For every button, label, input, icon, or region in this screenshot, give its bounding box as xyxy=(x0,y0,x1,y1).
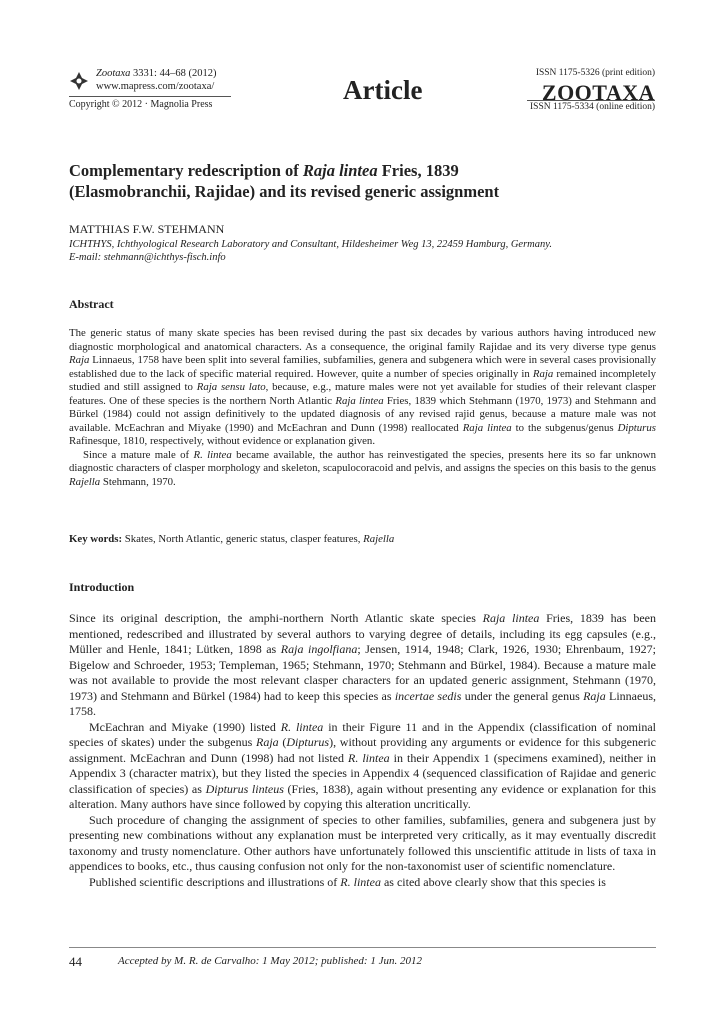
journal-name: Zootaxa xyxy=(96,68,131,79)
title-line2: (Elasmobranchii, Rajidae) and its revised generic assignment xyxy=(69,182,500,201)
text-run: McEachran and Miyake (1990) listed xyxy=(89,719,281,734)
italic-term: R. lintea xyxy=(348,750,390,765)
italic-term: incertae sedis xyxy=(394,688,462,703)
copyright: Copyright © 2012 · Magnolia Press xyxy=(69,99,213,110)
title-part: Complementary redescription of xyxy=(69,161,303,180)
zootaxa-logo-text: ZOOTAXA xyxy=(541,80,655,105)
footer-divider xyxy=(69,947,656,948)
article-label: Article xyxy=(343,75,423,105)
text-run: remained incompletely studied and still assigned to xyxy=(69,367,656,393)
page-number: 44 xyxy=(69,954,82,969)
introduction-paragraph xyxy=(69,813,656,875)
text-run: Stehmann, 1970. xyxy=(100,475,176,488)
volume-pages: 3331: 44–68 (2012) xyxy=(130,68,217,79)
introduction-paragraph xyxy=(69,720,656,813)
journal-url[interactable]: www.mapress.com/zootaxa/ xyxy=(96,81,215,92)
abstract-heading: Abstract xyxy=(69,297,114,311)
text-run: ( xyxy=(278,735,287,749)
introduction-heading: Introduction xyxy=(69,580,135,594)
text-run: Published scientific descriptions and illustrations of xyxy=(89,874,341,889)
text-run: , because, e.g., mature males were not yet available for studies of their relevant clasper features. One of these species is the northern North Atlantic xyxy=(69,381,656,407)
issn-print: ISSN 1175-5326 (print edition) xyxy=(535,68,655,78)
header-divider-left xyxy=(69,96,231,97)
text-run: Fries, 1839 has been mentioned, redescribed and illustrated by several authors to varying degree of details, including its egg capsules (e.g., Müller and Henle, 1841; Lütken, 1898 as xyxy=(69,611,656,656)
introduction-paragraph xyxy=(69,611,656,720)
italic-term: Raja xyxy=(69,354,90,366)
text-run: (Fries, 1838), again without presenting any evidence or explanation for this alteration. Many authors have since followed by copying this alteration uncritically. xyxy=(69,781,657,811)
keywords-text: Skates, North Atlantic, generic status, clasper features, xyxy=(122,533,364,545)
text-run: Since a mature male of xyxy=(83,448,194,461)
italic-term: Raja sensu lato xyxy=(196,381,266,393)
italic-term: Raja xyxy=(532,367,554,380)
italic-term: Raja xyxy=(583,688,606,703)
abstract-body xyxy=(69,327,656,489)
italic-term: R. lintea xyxy=(193,448,232,461)
italic-term: Dipturus xyxy=(617,421,656,434)
italic-term: Raja lintea xyxy=(482,611,540,625)
italic-term: R. lintea xyxy=(280,719,324,734)
accepted-note: Accepted by M. R. de Carvalho: 1 May 2012; published: 1 Jun. 2012 xyxy=(118,955,422,967)
author-email[interactable]: E-mail: stehmann@ichthys-fisch.info xyxy=(69,252,226,263)
text-run: became available, the author has reinvestigated the species, presents here its so far unknown diagnostic characters of clasper morphology and skeleton, scapulocoracoid and pelvis, and assigns the species on this basis to the genus xyxy=(69,448,656,474)
introduction-paragraph xyxy=(69,875,656,891)
title-part: Fries, 1839 xyxy=(377,161,459,180)
title-species: Raja lintea xyxy=(302,161,378,180)
text-run: ; Jensen, 1914, 1948; Clark, 1926, 1930; Ehrenbaum, 1927; Bigelow and Schroeder, 1953; Templeman, 1965; Stehmann, 1970; Stehmann and Bürkel, 1984). Because a mature male was not available to provide the most relevant clasper characters for an updated generic assignment, Stehmann (1970, 1973) and Stehmann and Bürkel (1984) had to keep this species as xyxy=(69,642,656,703)
introduction-body xyxy=(69,611,656,890)
zootaxa-emblem-icon xyxy=(69,71,89,91)
text-run: to the subgenus/genus xyxy=(511,421,618,434)
italic-term: Dipturus linteus xyxy=(205,781,284,796)
italic-term: Raja lintea xyxy=(462,421,512,434)
italic-term: Raja lintea xyxy=(335,394,384,407)
abstract-paragraph xyxy=(69,327,656,449)
abstract-paragraph xyxy=(69,449,656,490)
header-divider-right xyxy=(527,100,655,101)
italic-term: Raja xyxy=(255,735,279,749)
text-run: Fries, 1839 which Stehmann (1970, 1973) and Stehmann and Bürkel (1984) could not assign definitively to the updated diagnosis of any revised rajid genus, because a mature male was not available. McEachran and Miyake (1990) and McEachran and Dunn (1998) reallocated xyxy=(69,394,657,434)
text-run: The generic status of many skate species has been revised during the past six decades by various authors having introduced new diagnostic morphological and anatomical characters. As a consequence, the original family Rajidae and its very diverse type genus xyxy=(69,327,656,353)
author-affiliation xyxy=(69,238,552,264)
text-run: Linnaeus, 1758. xyxy=(69,688,656,718)
text-run: Rafinesque, 1810, respectively, without evidence or explanation given. xyxy=(69,435,376,447)
keywords-label: Key words: xyxy=(69,533,123,545)
text-run: under the general genus xyxy=(461,688,584,703)
text-run: in their Appendix 1 (specimens examined), neither in Appendix 3 (character matrix), but they listed the species in Appendix 4 (sequenced classification of Rajidae and generic classification of species) as xyxy=(69,750,656,796)
paper-title xyxy=(69,160,659,202)
text-run: Linnaeus, 1758 have been split into several families, subfamilies, genera and subgenera which were in several cases provisionally established due to the lack of specific material required. However, quite a number of species originally in xyxy=(69,354,656,380)
journal-citation xyxy=(96,67,216,93)
keywords xyxy=(69,533,394,545)
text-run: in their Figure 11 and in the Appendix (classification of nominal species of skates) under the subgenus xyxy=(69,719,656,749)
author-name: MATTHIAS F.W. STEHMANN xyxy=(69,222,225,236)
affiliation-text: ICHTHYS, Ichthyological Research Laboratory and Consultant, Hildesheimer Weg 13, 22459 Hamburg, Germany. xyxy=(69,239,552,250)
italic-term: R. lintea xyxy=(340,874,381,889)
issn-online: ISSN 1175-5334 (online edition) xyxy=(530,102,655,112)
text-run: Such procedure of changing the assignment of species to other families, subfamilies, genera and subgenera just by presenting new combinations without any explanation must be interpreted very critically, as it may eventually discredit taxonomy and trusty nomenclature. Other authors have unfortunately followed this unscientific attitude in lists of taxa in appendices to books, etc., thus causing confusion not only for the non-taxonomist user of scientific nomenclature. xyxy=(69,812,656,873)
text-run: as cited above clearly show that this species is xyxy=(380,874,606,889)
italic-term: Dipturus xyxy=(286,735,330,749)
text-run: Since its original description, the amphi-northern North Atlantic skate species xyxy=(69,611,483,625)
italic-term: Rajella xyxy=(69,475,101,488)
italic-term: Raja ingolfiana xyxy=(280,642,358,656)
text-run: ), without providing any arguments or evidence for this subgeneric assignment. McEachran and Dunn (1998) had not listed xyxy=(69,735,656,765)
keywords-genus: Rajella xyxy=(363,533,395,545)
